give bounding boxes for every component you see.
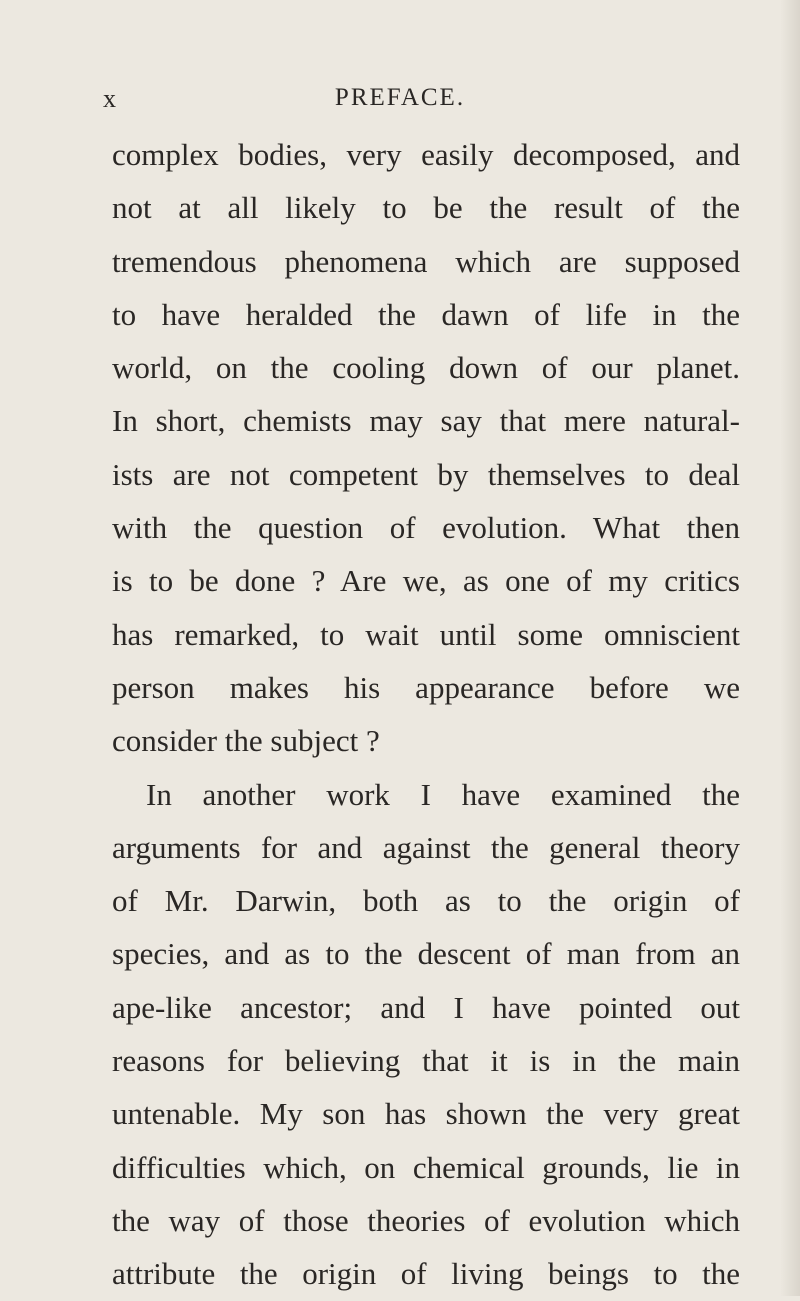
text-line: has remarked, to wait until some omniscient	[112, 616, 740, 652]
text-line: reasons for believing that it is in the main	[112, 1043, 740, 1079]
text-line: species, and as to the descent of man from an	[112, 936, 740, 972]
text-line: complex bodies, very easily decomposed, and	[112, 137, 740, 172]
text-line: In short, chemists may say that mere natural-	[112, 403, 740, 439]
text-line: to have heralded the dawn of life in the	[112, 296, 740, 332]
text-line: arguments for and against the general theory	[112, 829, 740, 865]
text-line: tremendous phenomena which are supposed	[112, 243, 740, 279]
text-line: world, on the cooling down of our planet.	[112, 350, 740, 386]
text-line: person makes his appearance before we	[112, 669, 740, 705]
text-line: untenable. My son has shown the very great	[112, 1096, 740, 1132]
text-line: ists are not competent by themselves to deal	[112, 456, 740, 492]
text-line: ape-like ancestor; and I have pointed out	[112, 989, 740, 1025]
text-line: the way of those theories of evolution which	[112, 1202, 740, 1238]
text-line: of Mr. Darwin, both as to the origin of	[112, 883, 740, 919]
page-header	[0, 84, 800, 120]
body-text	[112, 128, 740, 1301]
running-head: PREFACE.	[334, 84, 466, 111]
text-line: not at all likely to be the result of the	[112, 190, 740, 226]
paragraph-end-line: consider the subject ?	[112, 723, 380, 759]
text-line: difficulties which, on chemical grounds, lie in	[112, 1149, 740, 1185]
text-line: attribute the origin of living beings to the	[112, 1256, 740, 1292]
text-line: is to be done ? Are we, as one of my critics	[112, 563, 740, 599]
page-edge-shadow	[780, 0, 800, 1296]
paragraph-start-line: In another work I have examined the	[146, 776, 740, 812]
page-number: x	[103, 84, 117, 113]
text-line: with the question of evolution. What then	[112, 510, 740, 546]
